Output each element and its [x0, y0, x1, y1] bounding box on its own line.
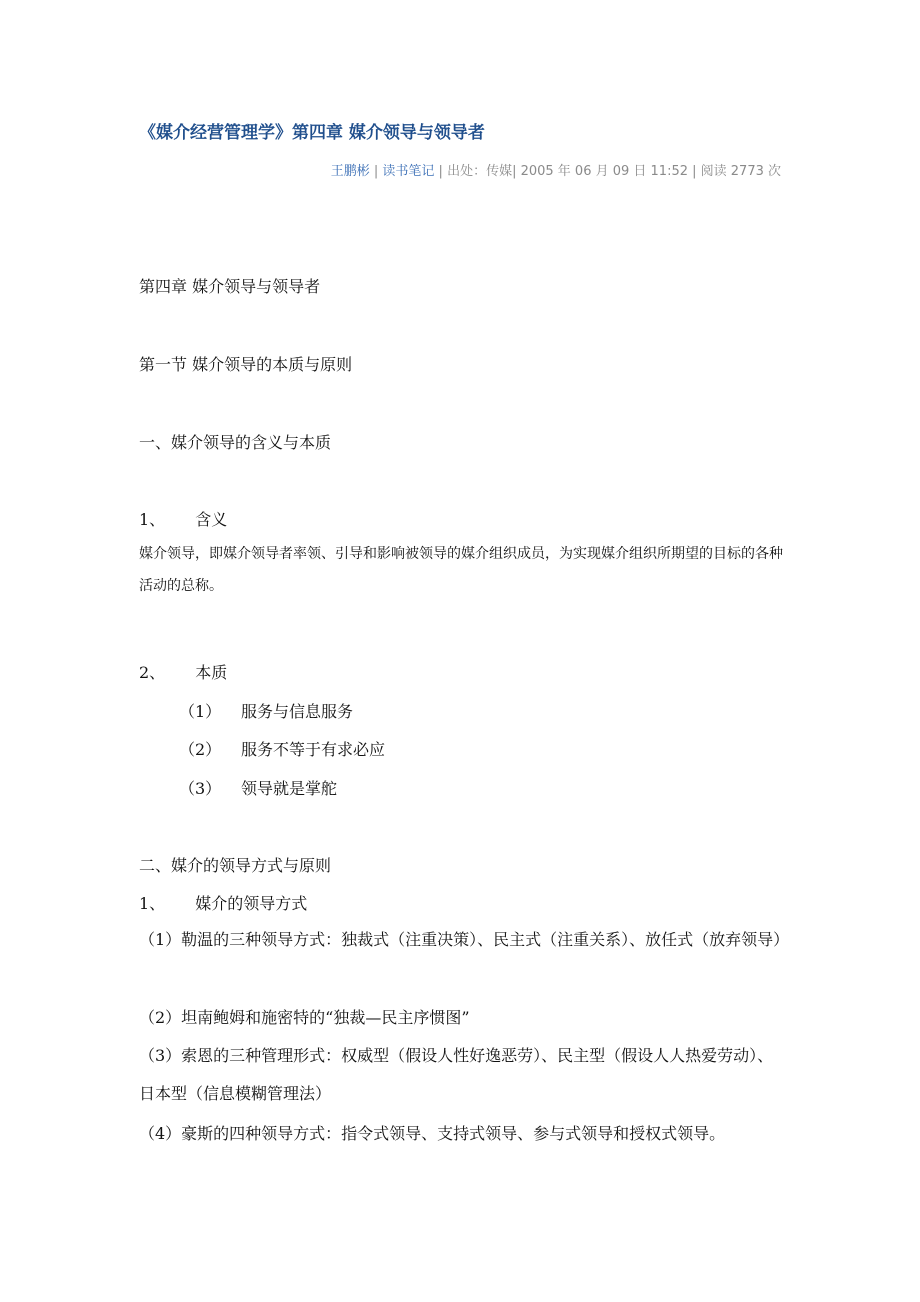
- meta-separator: |: [434, 164, 448, 179]
- item-title: 媒介的领导方式: [195, 894, 308, 913]
- list-item: [179, 776, 337, 799]
- style-paragraph: （4）豪斯的四种领导方式：指令式领导、支持式领导、参与式领导和授权式领导。: [139, 1124, 726, 1143]
- list-text: 服务与信息服务: [241, 702, 354, 721]
- part-heading: 一、媒介领导的含义与本质: [139, 433, 332, 452]
- item-title: 本质: [195, 663, 228, 682]
- item-number: 2、: [139, 663, 166, 682]
- item-title: 含义: [195, 510, 228, 529]
- style-paragraph: （1）勒温的三种领导方式：独裁式（注重决策）、民主式（注重关系）、放任式（放弃领导）: [139, 930, 790, 949]
- list-text: 领导就是掌舵: [241, 779, 338, 798]
- chapter-heading: 第四章 媒介领导与领导者: [139, 277, 321, 296]
- list-item: [179, 737, 385, 760]
- list-item: [179, 699, 353, 722]
- author-link[interactable]: 王鹏彬: [330, 164, 370, 179]
- meta-source: 出处：传媒| 2005 年 06 月 09 日 11:52 | 阅读 2773 次: [447, 164, 781, 179]
- style-paragraph: （2）坦南鲍姆和施密特的“独裁—民主序惯图”: [139, 1008, 470, 1027]
- section-heading: 第一节 媒介领导的本质与原则: [139, 355, 353, 374]
- item-number: 1、: [139, 510, 166, 529]
- style-paragraph: （3）索恩的三种管理形式：权威型（假设人性好逸恶劳）、民主型（假设人人热爱劳动）、日本型（信息模糊管理法）: [139, 1046, 774, 1103]
- list-number: （3）: [179, 779, 222, 798]
- category-link[interactable]: 读书笔记: [382, 164, 435, 179]
- definition-paragraph: 媒介领导，即媒介领导者率领、引导和影响被领导的媒介组织成员，为实现媒介组织所期望的目标的各种活动的总称。: [139, 546, 783, 594]
- list-text: 服务不等于有求必应: [241, 740, 386, 759]
- list-number: （1）: [179, 702, 222, 721]
- item-heading: [139, 891, 307, 914]
- article-meta: [331, 160, 781, 179]
- item-heading: [139, 660, 227, 683]
- list-number: （2）: [179, 740, 222, 759]
- article-title: 《媒介经营管理学》第四章 媒介领导与领导者: [139, 123, 485, 143]
- meta-separator: |: [369, 164, 383, 179]
- item-heading: [139, 507, 227, 530]
- item-number: 1、: [139, 894, 166, 913]
- part-heading: 二、媒介的领导方式与原则: [139, 856, 332, 875]
